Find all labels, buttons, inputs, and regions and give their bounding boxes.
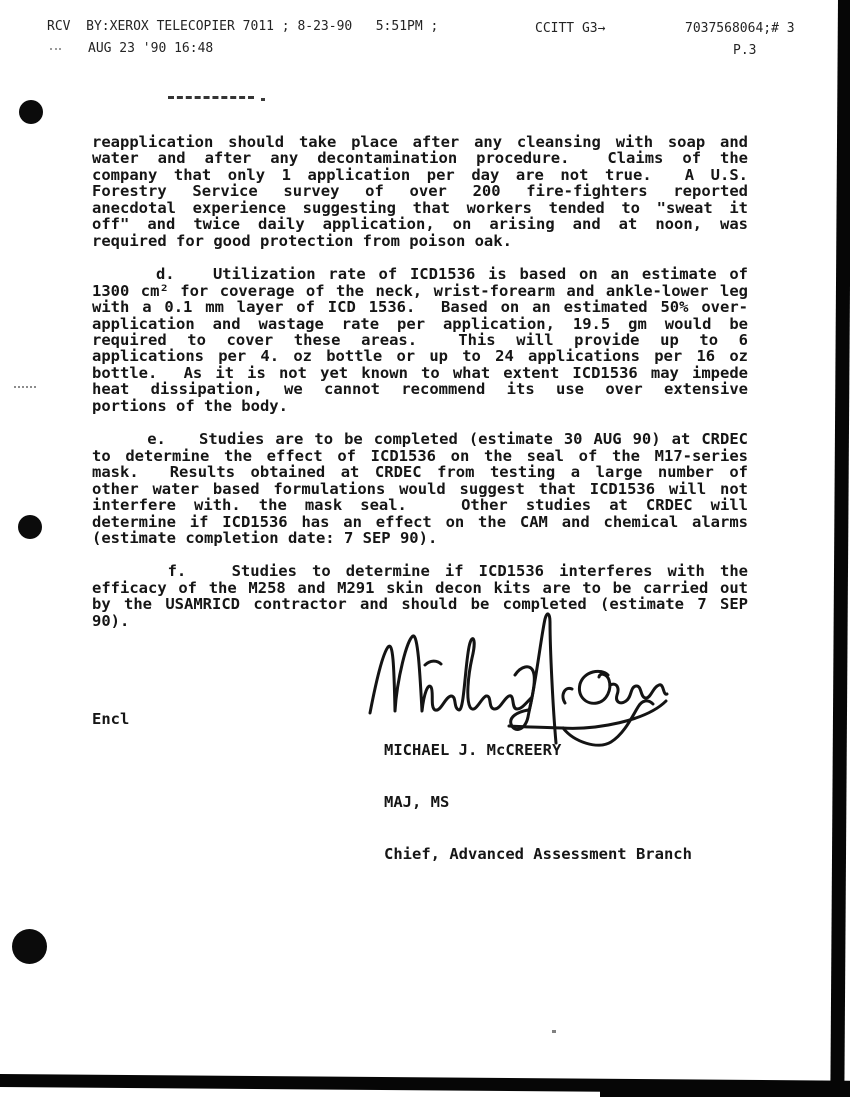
text-line: water and after any decontamination procedure. Claims of the bbox=[92, 149, 748, 168]
text-line: mask. Results obtained at CRDEC from testing a large number of bbox=[92, 463, 748, 482]
text-line: heat dissipation, we cannot recommend its use over extensive bbox=[92, 380, 748, 399]
signatory-name: MICHAEL J. McCREERY bbox=[384, 741, 562, 760]
text-line: anecdotal experience suggesting that workers tended to "sweat it bbox=[92, 198, 748, 217]
scan-noise-mark bbox=[552, 1030, 556, 1033]
enclosure-label: Encl bbox=[92, 710, 130, 728]
dashed-separator-mark bbox=[168, 96, 254, 99]
text-line: applications per 4. oz bottle or up to 24 applications per 16 oz bbox=[92, 347, 748, 366]
text-line: off" and twice daily application, on arising and at noon, was bbox=[92, 215, 748, 234]
text-line: determine if ICD1536 has an effect on the CAM and chemical alarms bbox=[92, 512, 748, 531]
fax-header-protocol: CCITT G3→ bbox=[535, 21, 606, 36]
fax-header-fax-id: 7037568064;# 3 bbox=[685, 21, 795, 36]
text-line: 1300 cm² for coverage of the neck, wrist-forearm and ankle-lower leg bbox=[92, 281, 748, 300]
text-line: company that only 1 application per day are not true. A U.S. bbox=[92, 165, 748, 184]
text-line: (estimate completion date: 7 SEP 90). bbox=[92, 528, 438, 547]
signatory-rank: MAJ, MS bbox=[384, 793, 450, 812]
fax-header-receive-info: RCV BY:XEROX TELECOPIER 7011 ; 8-23-90 5:51PM ; bbox=[47, 19, 439, 34]
dashed-separator-dot bbox=[261, 98, 265, 101]
text-line: other water based formulations would suggest that ICD1536 will not bbox=[92, 479, 748, 498]
body-paragraphs bbox=[92, 134, 748, 646]
signatory-title: Chief, Advanced Assessment Branch bbox=[384, 844, 692, 863]
fax-header-datetime-stamp: AUG 23 '90 16:48 bbox=[88, 41, 214, 56]
text-line: required for good protection from poison oak. bbox=[92, 231, 512, 250]
text-line: application and wastage rate per application, 19.5 gm would be bbox=[92, 314, 748, 333]
text-line: e. Studies are to be completed (estimate 30 AUG 90) at CRDEC bbox=[92, 430, 748, 449]
text-line: portions of the body. bbox=[92, 396, 288, 415]
text-line: d. Utilization rate of ICD1536 is based on an estimate of bbox=[92, 265, 748, 284]
text-line: f. Studies to determine if ICD1536 interferes with the bbox=[92, 562, 748, 581]
paragraph-e bbox=[92, 431, 748, 546]
signature-block bbox=[384, 708, 692, 897]
text-line: to determine the effect of ICD1536 on the seal of the M17-series bbox=[92, 446, 748, 465]
text-line: interfere with. the mask seal. Other studies at CRDEC will bbox=[92, 496, 748, 515]
hole-punch-mark bbox=[12, 929, 47, 964]
hole-punch-mark bbox=[19, 100, 43, 124]
text-line: required to cover these areas. This will provide up to 6 bbox=[92, 330, 748, 349]
text-line: bottle. As it is not yet known to what extent ICD1536 may impede bbox=[92, 363, 748, 382]
text-line: efficacy of the M258 and M291 skin decon kits are to be carried out bbox=[92, 578, 748, 597]
text-line: reapplication should take place after any cleansing with soap and bbox=[92, 133, 748, 151]
scan-edge-right-bar bbox=[830, 0, 850, 1097]
scan-noise-mark bbox=[14, 386, 36, 388]
text-line: with a 0.1 mm layer of ICD 1536. Based on an estimated 50% over- bbox=[92, 298, 748, 317]
text-line: 90). bbox=[92, 611, 130, 630]
paragraph-d bbox=[92, 266, 748, 414]
text-line: by the USAMRICD contractor and should be completed (estimate 7 SEP bbox=[92, 595, 748, 614]
hole-punch-mark bbox=[18, 515, 42, 539]
paragraph-continuation bbox=[92, 134, 748, 249]
text-line: Forestry Service survey of over 200 fire-fighters reported bbox=[92, 182, 748, 201]
fax-header-page-number: P.3 bbox=[733, 43, 757, 58]
scan-noise-mark bbox=[50, 48, 61, 50]
scan-edge-bottom-fill bbox=[600, 1082, 850, 1097]
